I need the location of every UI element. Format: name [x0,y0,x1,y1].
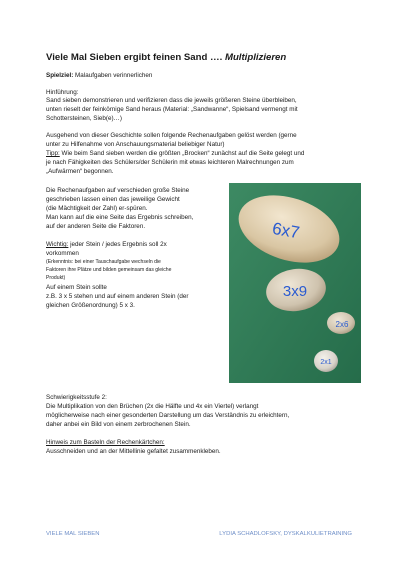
rechen-line: Die Rechenaufgaben auf verschieden große Steine [46,187,190,194]
stone-label: 2x6 [335,320,349,329]
tipp-line [46,150,304,159]
wichtig-label: Wichtig: [46,241,69,248]
tipp-line: je nach Fähigkeiten des Schülers/der Schülerin mit etwas leichteren Malrechnungen zum [46,159,294,166]
hinfuehrung-line: Sand sieben demonstrieren und verifizieren dass die jeweils größeren Steine überbleiben, [46,97,297,104]
spielziel-line [46,72,152,81]
stones-photo [229,183,361,383]
rechen-line: Man kann auf die eine Seite das Ergebnis schreiben, [46,214,194,221]
page-title [46,52,286,63]
erkenntnis-line: Produkt) [46,275,66,281]
spielziel-text: Malaufgaben verinnerlichen [73,72,153,79]
stufe2-line: Die Multiplikation von den Brüchen (2x die Hälfte und 4x ein Viertel) verlangt [46,403,259,410]
title-main: Viele Mal Sieben ergibt feinen Sand …. [46,52,225,63]
stone-label: 3x9 [282,283,308,300]
wichtig-line: vorkommen [46,250,79,257]
rechen-line: (die Mächtigkeit der Zahl) er-spüren. [46,205,148,212]
stufe2-line: daher anbei ein Bild von einem zerbrochenen Stein. [46,421,191,428]
stufe2-line: möglicherweise nach einer gesonderten Darstellung um das Verständnis zu erleichtern, [46,412,290,419]
wichtig-more-line: gleichen Größenordnung) 5 x 3. [46,302,135,309]
rechen-line: auf der anderen Seite die Faktoren. [46,223,146,230]
wichtig-text: jeder Stein / jedes Ergebnis soll 2x [68,241,167,248]
ausgehend-line: unter zu Hilfenahme von Anschauungsmaterial beliebiger Natur) [46,141,225,148]
title-italic: Multiplizieren [224,52,287,63]
wichtig-line [46,241,167,250]
erkenntnis-line: Faktoren ihre Plätze und bilden gemeinsam das gleiche [46,267,172,273]
hinfuehrung-line: Schottersteinen, Sieb(e)…) [46,115,122,122]
stone-label: 6x7 [270,218,302,243]
spielziel-label: Spielziel: [46,72,74,79]
wichtig-more-line: Auf einem Stein sollte [46,284,107,291]
hinfuehrung-line: unten rieselt der feinkörnige Sand heraus (Material: „Sandwanne“, Spielsand vermengt mit [46,106,298,113]
stone-label: 2x1 [320,359,332,366]
tipp-text: Wie beim Sand sieben werden die größten „Brocken“ zunächst auf die Seite gelegt und [59,150,305,157]
wichtig-more-line: z.B. 3 x 5 stehen und auf einem anderen Stein (der [46,293,189,300]
tipp-line: „Aufwärmen“ begonnen. [46,168,114,175]
stufe2-heading: Schwierigkeitsstufe 2: [46,394,107,401]
erkenntnis-line: (Erkenntnis: bei einer Tauschaufgabe wechseln die [46,259,161,265]
ausgehend-line: Ausgehend von dieser Geschichte sollen folgende Rechenaufgaben gelöst werden (gerne [46,132,297,139]
hinweis-text: Ausschneiden und an der Mittellinie gefaltet zusammenkleben. [46,448,221,455]
hinweis-heading: Hinweis zum Basteln der Rechenkärtchen: [46,439,165,446]
rechen-line: geschrieben lassen einen das jeweilige Gewicht [46,196,180,203]
tipp-label: Tipp: [46,150,60,157]
hinfuehrung-heading: Hinführung: [46,89,79,96]
footer-right: LYDIA SCHADLOFSKY, DYSKALKULIETRAINING [219,531,352,537]
footer-left: VIELE MAL SIEBEN [46,531,100,537]
